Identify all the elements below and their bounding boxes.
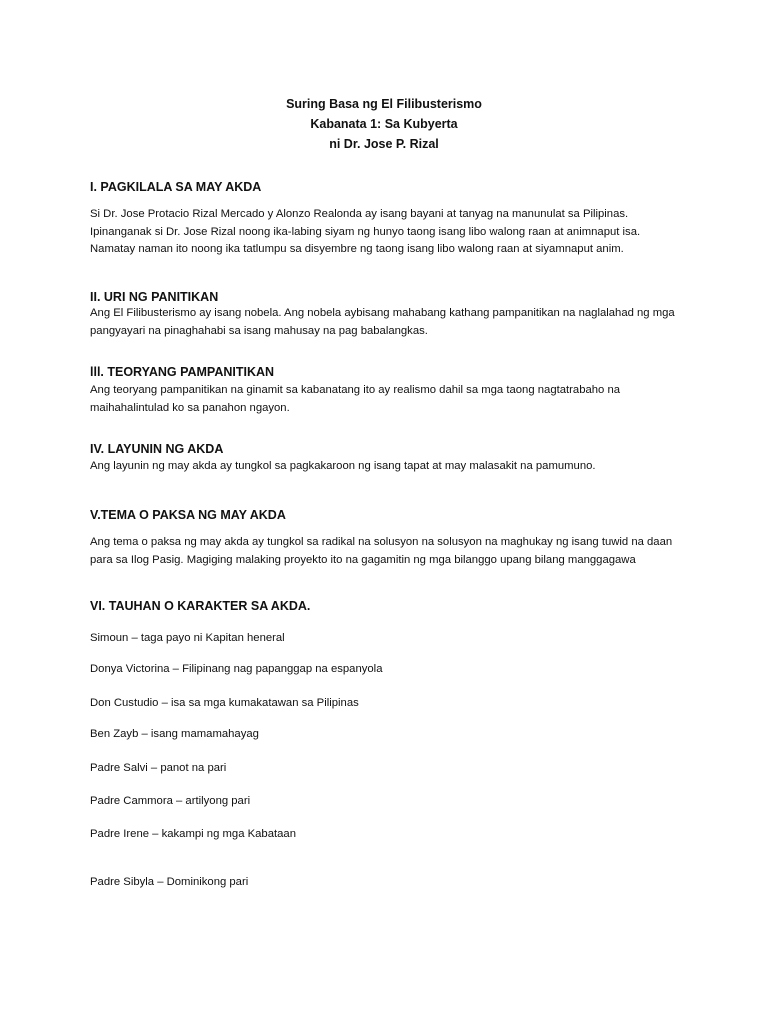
paragraph-line: Si Dr. Jose Protacio Rizal Mercado y Alonzo Realonda ay isang bayani at tanyag na manunulat sa Pilipinas. <box>90 208 629 220</box>
title-line-3: ni Dr. Jose P. Rizal <box>329 137 439 151</box>
section-heading-1 <box>90 179 690 196</box>
heading-text: II. URI NG PANITIKAN <box>90 290 219 304</box>
heading-text: IV. LAYUNIN NG AKDA <box>90 442 224 456</box>
document-title <box>0 94 768 154</box>
paragraph-line: Ang tema o paksa ng may akda ay tungkol sa radikal na solusyon na solusyon na maghukay ng isang tuwid na daan <box>90 536 673 548</box>
character-entry <box>90 874 690 891</box>
heading-text: I. PAGKILALA SA MAY AKDA <box>90 180 262 194</box>
paragraph-line: Namatay naman ito noong ika tatlumpu sa disyembre ng taong isang libo walong raan at siyamnaput anim. <box>90 243 624 255</box>
character-entry <box>90 661 690 678</box>
title-line-2: Kabanata 1: Sa Kubyerta <box>310 117 458 131</box>
character-entry <box>90 726 690 743</box>
section-heading-6 <box>90 598 690 615</box>
character-entry <box>90 826 690 843</box>
section-body-3 <box>90 382 690 417</box>
character-entry <box>90 793 690 810</box>
section-heading-3 <box>90 364 690 381</box>
character-entry <box>90 630 690 647</box>
section-heading-5 <box>90 507 690 524</box>
section-body-5 <box>90 534 690 569</box>
character-text: Ben Zayb – isang mamamahayag <box>90 728 259 740</box>
character-text: Padre Salvi – panot na pari <box>90 762 227 774</box>
character-text: Padre Sibyla – Dominikong pari <box>90 876 249 888</box>
paragraph-line: Ang El Filibusterismo ay isang nobela. Ang nobela aybisang mahabang kathang pampanitikan na naglalahad ng mga <box>90 307 675 319</box>
section-heading-2 <box>90 289 690 306</box>
heading-text: V.TEMA O PAKSA NG MAY AKDA <box>90 508 286 522</box>
section-body-2 <box>90 305 690 340</box>
paragraph-line: maihahalintulad ko sa panahon ngayon. <box>90 401 290 414</box>
paragraph-line: para sa Ilog Pasig. Magiging malaking proyekto ito na gagamitin ng mga bilanggo upang bilang manggagawa <box>90 553 636 566</box>
character-text: Padre Irene – kakampi ng mga Kabataan <box>90 828 296 840</box>
paragraph-line: Ang layunin ng may akda ay tungkol sa pagkakaroon ng isang tapat at may malasakit na pamumuno. <box>90 460 596 472</box>
paragraph-line: Ipinanganak si Dr. Jose Rizal noong ika-labing siyam ng hunyo taong isang libo walong raan at animnaput isa. <box>90 225 641 238</box>
section-heading-4 <box>90 441 690 458</box>
character-text: Padre Cammora – artilyong pari <box>90 795 251 807</box>
character-text: Donya Victorina – Filipinang nag papanggap na espanyola <box>90 663 383 675</box>
title-line-1: Suring Basa ng El Filibusterismo <box>286 97 482 111</box>
section-body-1 <box>90 206 690 259</box>
character-entry <box>90 695 690 712</box>
character-entry <box>90 760 690 777</box>
paragraph-line: pangyayari na pinaghahabi sa isang mahusay na pag babalangkas. <box>90 324 428 337</box>
character-text: Simoun – taga payo ni Kapitan heneral <box>90 632 285 644</box>
paragraph-line: Ang teoryang pampanitikan na ginamit sa kabanatang ito ay realismo dahil sa mga taong nagtatrabaho na <box>90 384 621 396</box>
character-text: Don Custudio – isa sa mga kumakatawan sa Pilipinas <box>90 697 359 709</box>
heading-text: lll. TEORYANG PAMPANITIKAN <box>90 365 275 379</box>
section-body-4 <box>90 458 690 476</box>
heading-text: VI. TAUHAN O KARAKTER SA AKDA. <box>90 599 311 613</box>
